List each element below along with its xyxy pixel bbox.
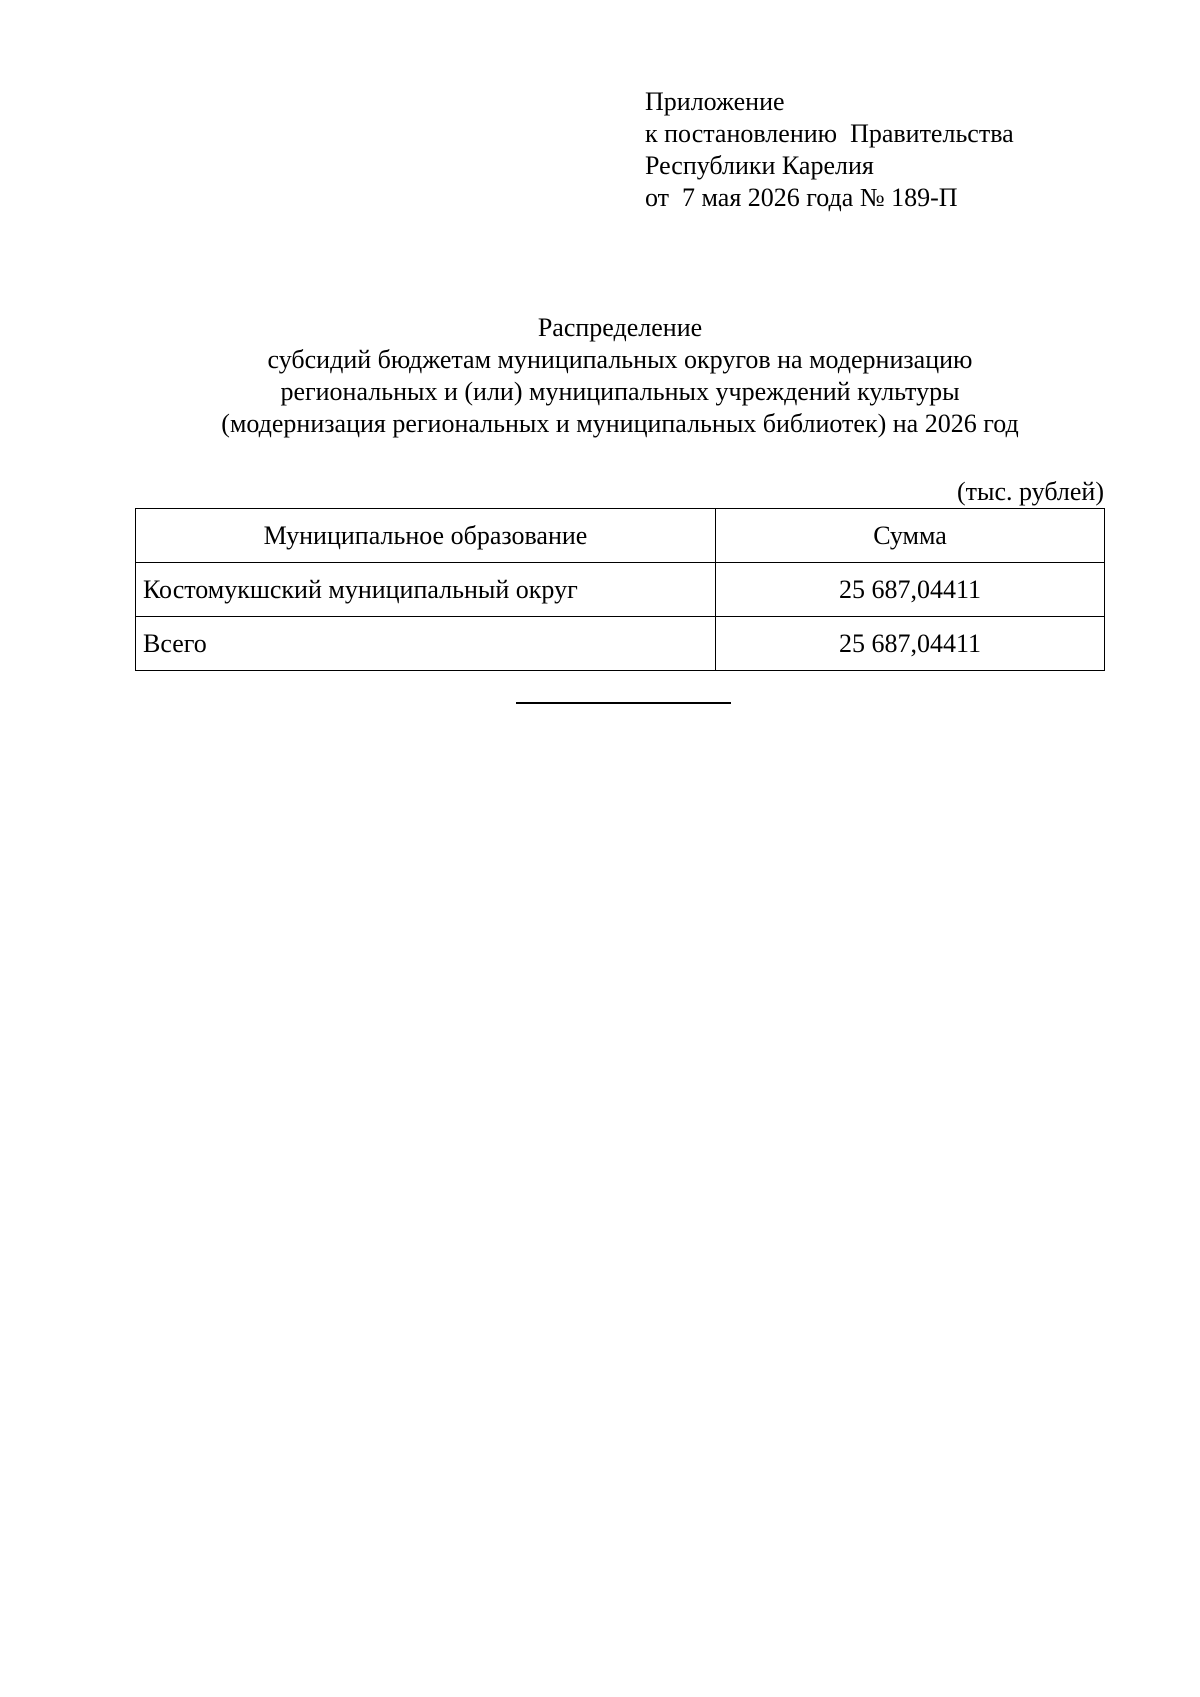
annex-line: к постановлению Правительства [645, 119, 1014, 148]
table-header-row [136, 509, 1105, 563]
header-amount: Сумма [716, 509, 1105, 563]
table-row [136, 563, 1105, 617]
title-line: региональных и (или) муниципальных учреждений культуры [280, 377, 960, 406]
total-amount-cell: 25 687,04411 [716, 617, 1105, 671]
document-title [120, 312, 1120, 440]
end-divider [516, 702, 731, 704]
header-municipality: Муниципальное образование [136, 509, 716, 563]
distribution-table [135, 508, 1105, 671]
annex-line: Республики Карелия [645, 151, 874, 180]
title-line: субсидий бюджетам муниципальных округов на модернизацию [267, 345, 973, 374]
annex-line: Приложение [645, 87, 785, 116]
units-label: (тыс. рублей) [956, 477, 1104, 506]
title-line: (модернизация региональных и муниципальных библиотек) на 2026 год [221, 409, 1019, 438]
annex-date-line: от 7 мая 2026 года № 189-П [645, 183, 958, 212]
title-line: Распределение [537, 313, 703, 342]
amount-cell: 25 687,04411 [716, 563, 1105, 617]
table-total-row [136, 617, 1105, 671]
total-label-cell: Всего [136, 617, 716, 671]
municipality-cell: Костомукшский муниципальный округ [136, 563, 716, 617]
annex-header [645, 86, 1014, 214]
